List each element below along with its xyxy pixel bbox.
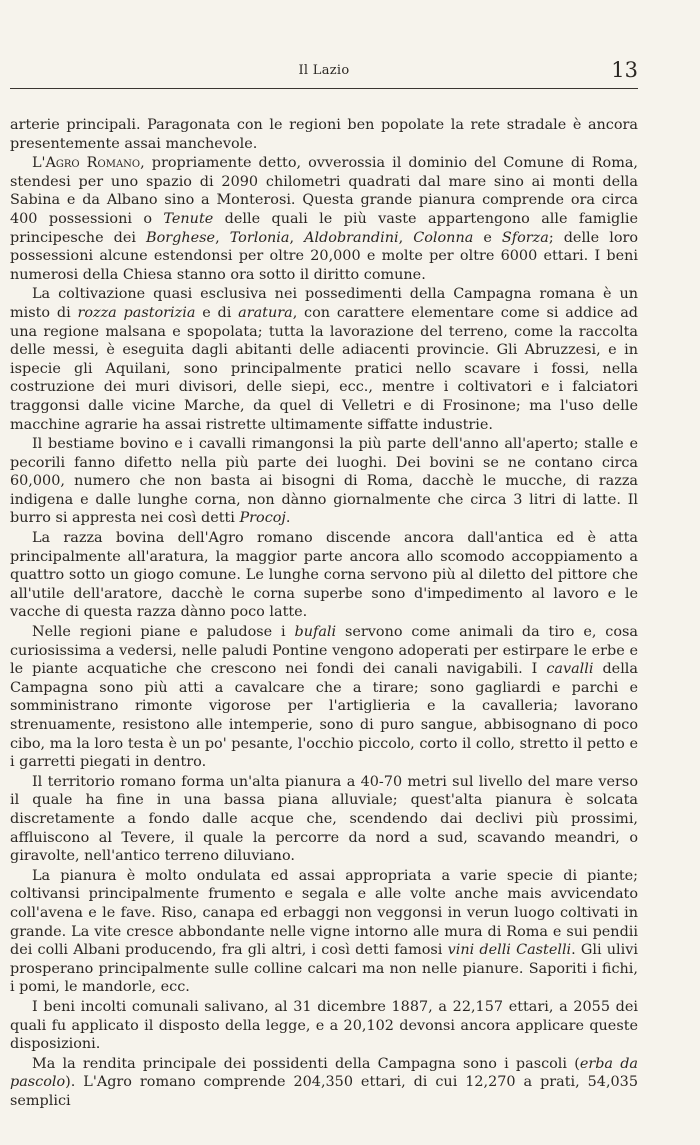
paragraph: Ma la rendita principale dei possidenti della Campagna sono i pascoli (erba da pascolo). L'Agro romano comprende 204,350 ettari, di cui 12,270 a prati, 54,035 semplici [10, 1055, 638, 1109]
paragraph: Il territorio romano forma un'alta pianura a 40-70 metri sul livello del mare verso il quale ha fine in una bassa piana alluviale; quest'alta pianura è solcata discretamente a fondo dalle acque che, scendendo dai declivi più prossimi, affluiscono al Tevere, il quale la percorre da nord a sud, scavando meandri, o giravolte, nell'antico terreno diluviano. [10, 773, 638, 865]
paragraph: La razza bovina dell'Agro romano discende ancora dall'antica ed è atta principalmente all'aratura, la maggior parte ancora allo scomodo accoppiamento a quattro sotto un giogo comune. Le lunghe corna servono più al diletto del pittore che all'utile dell'aratore, dacchè le corna superbe sono d'impedimento al lavoro e le vacche di questa razza dànno poco latte. [10, 530, 638, 621]
page-header [10, 58, 638, 89]
paragraph: arterie principali. Paragonata con le regioni ben popolate la rete stradale è ancora presentemente assai manchevole. [10, 117, 638, 152]
running-title: Il Lazio [298, 63, 350, 78]
paragraph: L'Agro Romano, propriamente detto, ovverossia il dominio del Comune di Roma, stendesi per uno spazio di 2090 chilometri quadrati dal mare sino ai monti della Sabina e da Albano sino a Monterosi. Questa grande pianura comprende ora circa 400 possessioni o Tenute delle quali le più vaste appartengono alle famiglie principesche dei Borghese, Torlonia, Aldobrandini, Colonna e Sforza; delle loro possessioni alcune estendonsi per oltre 20,000 e molte per oltre 6000 ettari. I beni numerosi della Chiesa stanno ora sotto il diritto comune. [10, 155, 639, 283]
paragraph: La pianura è molto ondulata ed assai appropriata a varie specie di piante; coltivansi principalmente frumento e segala e alle volte anche mais avvicendato coll'avena e le fave. Riso, canapa ed erbaggi non veggonsi in verun luogo coltivati in grande. La vite cresce abbondante nelle vigne intorno alle mura di Roma e sui pendii dei colli Albani producendo, fra gli altri, i così detti famosi vini delli Castelli. Gli ulivi prosperano principalmente sulle colline calcari ma non nelle pianure. Saporiti i fichi, i pomi, le mandorle, ecc. [10, 867, 638, 996]
body-text [10, 116, 638, 1111]
paragraph: La coltivazione quasi esclusiva nei possedimenti della Campagna romana è un misto di rozza pastorizia e di aratura, con carattere elementare come si addice ad una regione malsana e spopolata; tutta la lavorazione del terreno, come la raccolta delle messi, è eseguita dagli abitanti delle adiacenti provincie. Gli Abruzzesi, e in ispecie gli Aquilani, sono principalmente pratici nello scavare i fossi, nella costruzione dei muri divisori, delle siepi, ecc., mentre i coltivatori e i falciatori traggonsi dalle vicine Marche, da quel di Velletri e di Frosinone; ma l'uso delle macchine agrarie ha assai ristrette ultimamente siffatte industrie. [10, 286, 639, 433]
paragraph: Il bestiame bovino e i cavalli rimangonsi la più parte dell'anno all'aperto; stalle e pecorili fanno difetto nella più parte dei luoghi. Dei bovini se ne contano circa 60,000, numero che non basta ai bisogni di Roma, dacchè le mucche, di razza indigena e dalle lunghe corna, non dànno giornalmente che circa 3 litri di latte. Il burro si appresta nei così detti Procoj. [10, 436, 638, 527]
paragraph: I beni incolti comunali salivano, al 31 dicembre 1887, a 22,157 ettari, a 2055 dei quali fu applicato il disposto della legge, e a 20,102 devonsi ancora applicare queste disposizioni. [10, 998, 638, 1053]
paragraph: Nelle regioni piane e paludose i bufali servono come animali da tiro e, cosa curiosissima a vedersi, nelle paludi Pontine vengono adoperati per estirpare le erbe e le piante acquatiche che crescono nei fondi dei canali navigabili. I cavalli della Campagna sono più atti a cavalcare che a tirare; sono gagliardi e parchi e somministrano rimonte vigorose per l'artiglieria e la cavalleria; lavorano strenuamente, resistono alle intemperie, sono di puro sangue, abbisognano di poco cibo, ma la loro testa è un po' pesante, l'occhio piccolo, corto il collo, stretto il petto e i garretti piegati in dentro. [10, 624, 638, 771]
page-number: 13 [611, 58, 638, 82]
